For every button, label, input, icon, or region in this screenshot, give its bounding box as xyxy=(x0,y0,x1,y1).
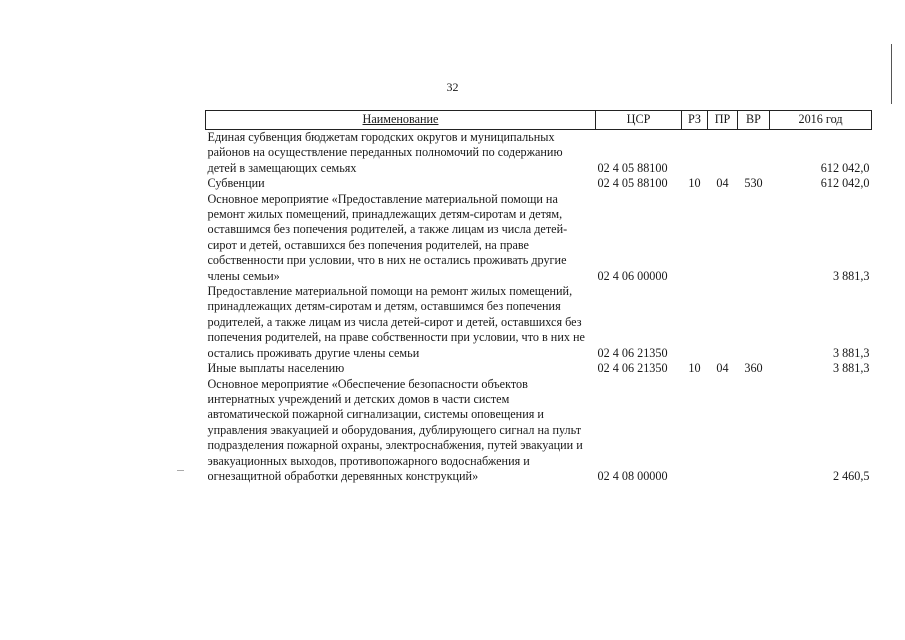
page-number: 32 xyxy=(446,80,459,94)
row-amount: 3 881,3 xyxy=(832,268,870,283)
row-vr xyxy=(738,192,770,284)
budget-table xyxy=(205,110,872,484)
table-row xyxy=(206,176,872,191)
row-pr xyxy=(708,130,738,177)
row-rz xyxy=(682,192,708,284)
table-row xyxy=(206,377,872,485)
header-csr: ЦСР xyxy=(596,111,682,130)
table-header-row xyxy=(206,111,872,130)
row-pr xyxy=(708,377,738,485)
header-vr: ВР xyxy=(738,111,770,130)
header-rz: РЗ xyxy=(682,111,708,130)
row-pr: 04 xyxy=(716,361,729,376)
row-pr xyxy=(708,192,738,284)
row-amount: 3 881,3 xyxy=(832,345,870,360)
margin-mark xyxy=(891,44,892,104)
header-pr: ПР xyxy=(708,111,738,130)
scan-artifact xyxy=(177,470,184,471)
row-pr xyxy=(708,284,738,361)
table-row xyxy=(206,284,872,361)
row-vr xyxy=(738,130,770,177)
row-pr: 04 xyxy=(716,176,729,191)
row-vr xyxy=(738,284,770,361)
row-name: Основное мероприятие «Обеспечение безопасности объектов интернатных учреждений и детских домов в части систем автоматической пожарной сигнализации, системы оповещения и управления эвакуацией и оборудования, дублирующего сигнал на пульт подразделения пожарной охраны, электроснабжения, путей эвакуации и эвакуационных выходов, противопожарного водоснабжения и огнезащитной обработки деревянных конструкций» xyxy=(207,376,583,483)
row-csr: 02 4 05 88100 xyxy=(597,160,668,175)
table-row xyxy=(206,130,872,177)
row-name: Иные выплаты населению xyxy=(207,361,345,376)
header-name: Наименование xyxy=(206,111,596,130)
row-vr: 530 xyxy=(744,176,763,191)
table-row xyxy=(206,361,872,376)
row-rz xyxy=(682,377,708,485)
row-vr xyxy=(738,377,770,485)
row-rz xyxy=(682,284,708,361)
table-row xyxy=(206,192,872,284)
row-csr: 02 4 06 00000 xyxy=(597,268,668,283)
row-amount: 3 881,3 xyxy=(832,361,870,376)
row-rz: 10 xyxy=(688,361,701,376)
row-csr: 02 4 06 21350 xyxy=(597,361,668,376)
row-csr: 02 4 06 21350 xyxy=(597,345,668,360)
header-year: 2016 год xyxy=(770,111,872,130)
row-vr: 360 xyxy=(744,361,763,376)
row-name: Субвенции xyxy=(207,176,265,191)
row-rz xyxy=(682,130,708,177)
row-amount: 612 042,0 xyxy=(820,160,870,175)
row-name: Основное мероприятие «Предоставление материальной помощи на ремонт жилых помещений, принадлежащих детям-сиротам и детям, оставшимся без попечения родителей, а также лицам из числа детей-сирот и детей, оставшихся без попечения родителей, на праве собственности при условии, что в них не остались проживать другие члены семьи» xyxy=(207,191,568,283)
row-amount: 2 460,5 xyxy=(832,468,870,483)
row-name: Предоставление материальной помощи на ремонт жилых помещений, принадлежащих детям-сиротам и детям, оставшимся без попечения родителей, а также лицам из числа детей-сирот и детей, оставшихся без попечения родителей, на праве собственности при условии, что в них не остались проживать другие члены семьи xyxy=(207,284,585,360)
row-name: Единая субвенция бюджетам городских округов и муниципальных районов на осуществление переданных полномочий по содержанию детей в замещающих семьях xyxy=(207,130,563,175)
row-csr: 02 4 05 88100 xyxy=(597,176,668,191)
row-rz: 10 xyxy=(688,176,701,191)
row-amount: 612 042,0 xyxy=(820,176,870,191)
row-csr: 02 4 08 00000 xyxy=(597,468,668,483)
